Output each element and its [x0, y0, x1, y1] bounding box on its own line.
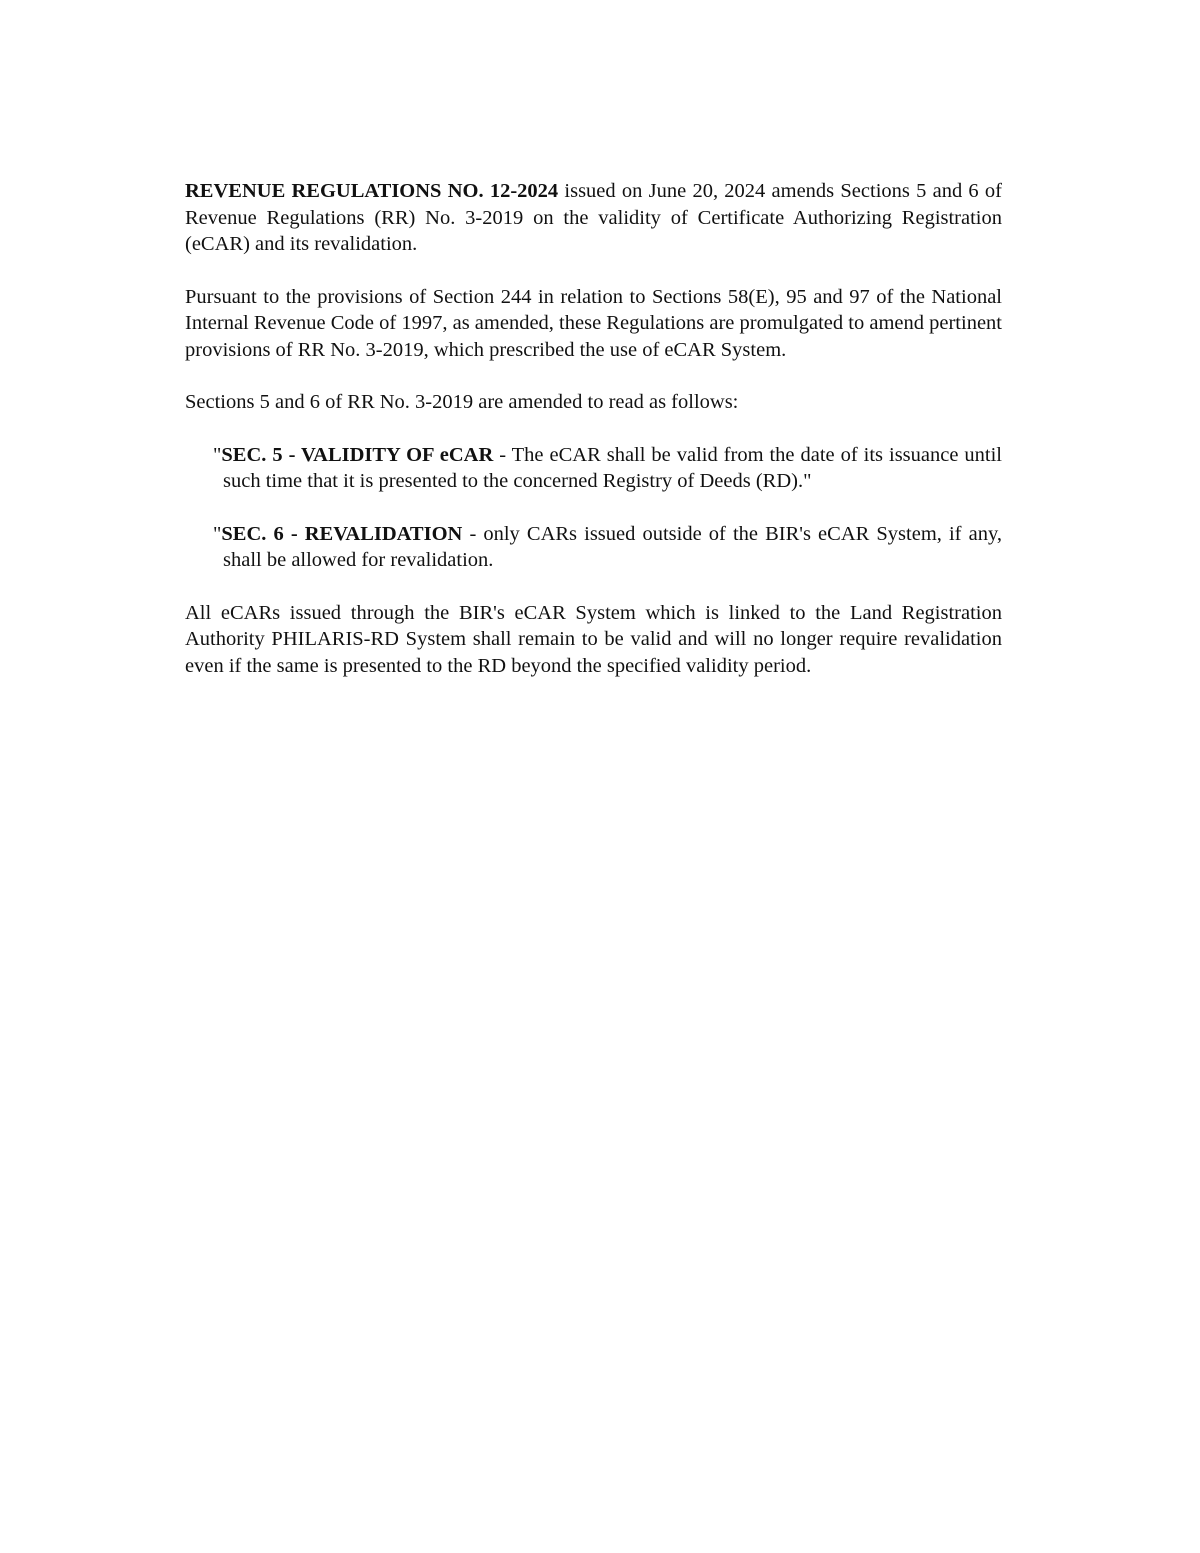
section-6-text: - only CARs issued outside of the BIR's eCAR System, if any, shall be allowed for revalidation.	[223, 522, 1002, 571]
closing-paragraph: All eCARs issued through the BIR's eCAR System which is linked to the Land Registration Authority PHILARIS-RD System shall remain to be valid and will no longer require revalidation even if the same is presented to the RD beyond the specified validity period.	[185, 601, 1002, 677]
sections-intro-paragraph: Sections 5 and 6 of RR No. 3-2019 are amended to read as follows:	[185, 391, 739, 413]
regulation-title: REVENUE REGULATIONS NO. 12-2024	[185, 180, 559, 202]
section-6-quote	[213, 521, 1002, 574]
document-body	[185, 178, 1002, 705]
pursuant-paragraph: Pursuant to the provisions of Section 244 in relation to Sections 58(E), 95 and 97 of the National Internal Revenue Code of 1997, as amended, these Regulations are promulgated to amend pertinent provisions of RR No. 3-2019, which prescribed the use of eCAR System.	[185, 285, 1002, 361]
section-5-text: - The eCAR shall be valid from the date of its issuance until such time that it is presented to the concerned Registry of Deeds (RD)."	[223, 443, 1002, 492]
section-5-open-quote: "	[213, 443, 222, 466]
section-6-heading: SEC. 6 - REVALIDATION	[221, 522, 463, 545]
section-5-heading: SEC. 5 - VALIDITY OF eCAR	[221, 443, 494, 466]
section-5-quote	[213, 442, 1002, 495]
intro-text: issued on June 20, 2024 amends Sections 5 and 6 of Revenue Regulations (RR) No. 3-2019 on the validity of Certificate Authorizing Registration (eCAR) and its revalidation.	[185, 180, 1002, 255]
intro-paragraph	[185, 178, 1002, 258]
section-6-open-quote: "	[213, 522, 222, 545]
